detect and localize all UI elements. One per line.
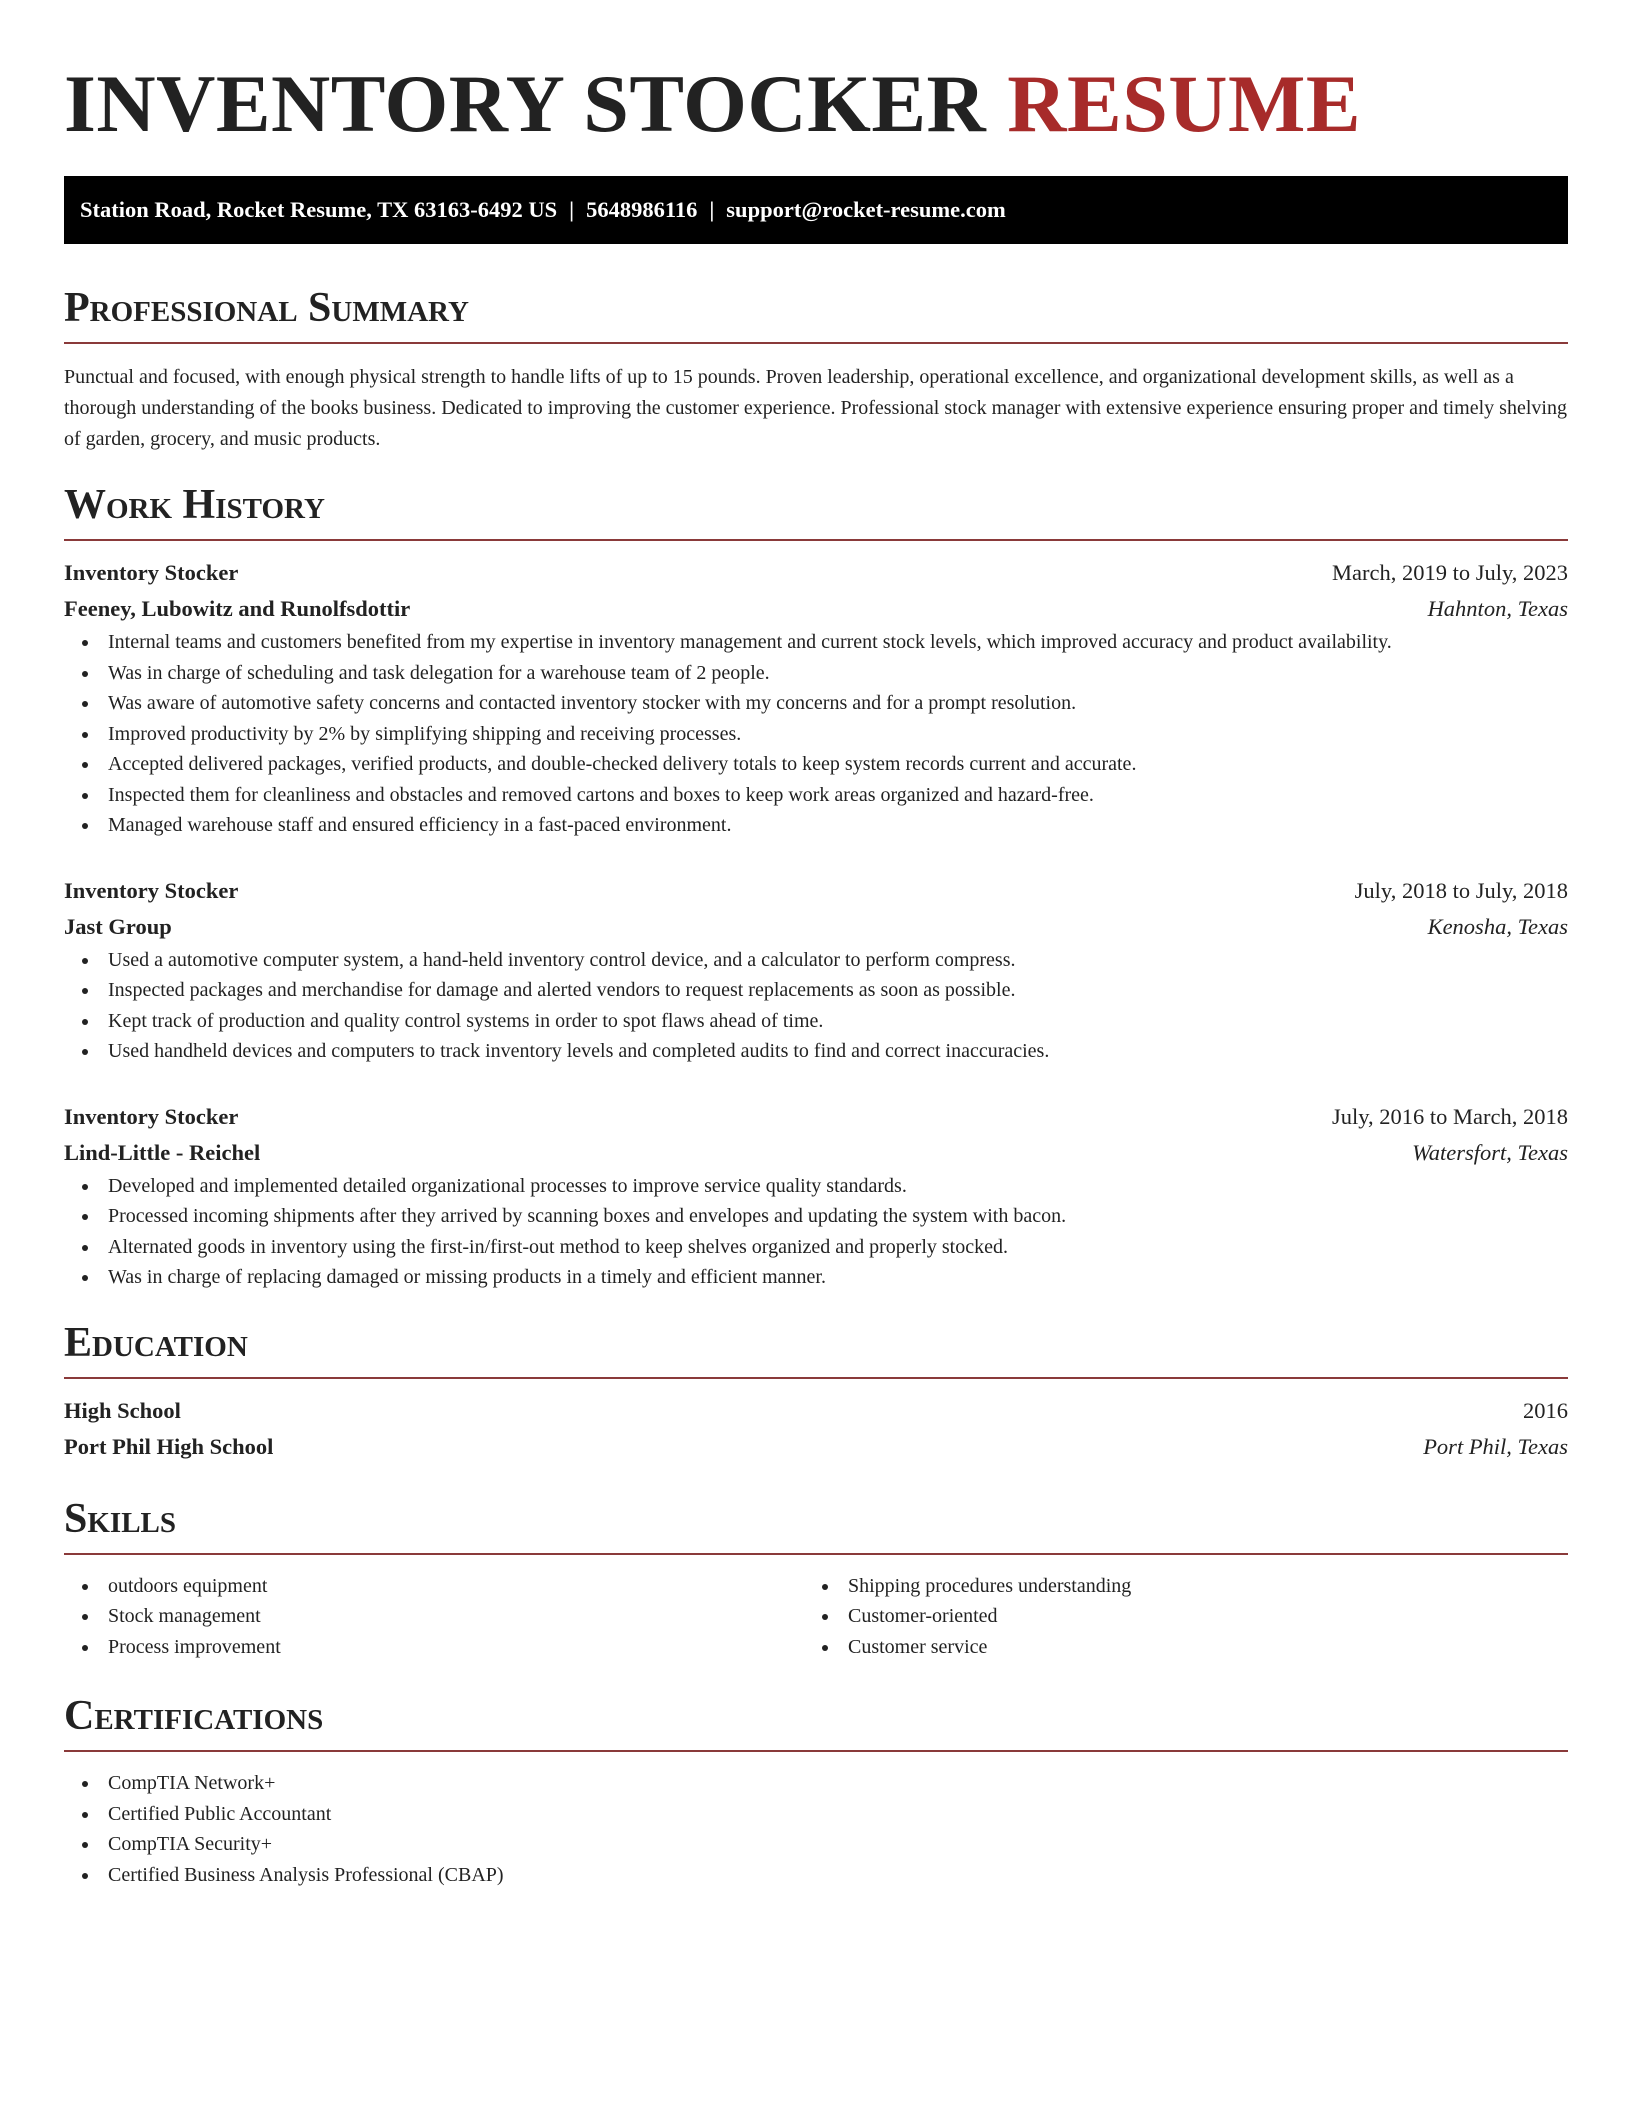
section-heading-summary: Professional Summary [64, 284, 1568, 344]
job-bullet: Alternated goods in inventory using the first-in/first-out method to keep shelves organized and properly stocked. [64, 1232, 1568, 1263]
education-degree: High School [64, 1397, 181, 1423]
certification-item: Certified Business Analysis Professional (CBAP) [64, 1860, 1568, 1891]
skill-item: Stock management [64, 1601, 804, 1632]
job-company: Feeney, Lubowitz and Runolfsdottir [64, 596, 411, 621]
job-location: Watersfort, Texas [1412, 1139, 1568, 1165]
skills-section [64, 1495, 1568, 1663]
job-bullet: Accepted delivered packages, verified products, and double-checked delivery totals to keep system records current and accurate. [64, 749, 1568, 780]
section-heading-skills: Skills [64, 1495, 1568, 1555]
job-bullet: Inspected packages and merchandise for damage and alerted vendors to request replacements as soon as possible. [64, 975, 1568, 1006]
skill-item: Shipping procedures understanding [804, 1571, 1544, 1602]
job-bullet-list [64, 945, 1568, 1067]
certifications-list [64, 1768, 1568, 1890]
job-location: Kenosha, Texas [1427, 913, 1568, 939]
contact-email[interactable]: support@rocket-resume.com [726, 197, 1006, 222]
resume-page [64, 0, 1568, 1890]
job-title: Inventory Stocker [64, 560, 239, 585]
work-history-section [64, 481, 1568, 1293]
summary-text: Punctual and focused, with enough physical strength to handle lifts of up to 15 pounds. Proven leadership, operational excellence, and organizational development skills, as well as a thorough understanding of the books business. Dedicated to improving the customer experience. Professional stock manager with extensive experience ensuring proper and timely shelving of garden, grocery, and music products. [64, 366, 1567, 450]
certifications-section [64, 1692, 1568, 1890]
summary-section [64, 284, 1568, 455]
job-bullet: Used a automotive computer system, a hand-held inventory control device, and a calculator to perform compress. [64, 945, 1568, 976]
contact-phone[interactable]: 5648986116 [586, 197, 698, 222]
certification-item: CompTIA Security+ [64, 1829, 1568, 1860]
job-bullet: Developed and implemented detailed organizational processes to improve service quality standards. [64, 1171, 1568, 1202]
education-year: 2016 [1523, 1397, 1568, 1423]
job-entry [64, 1099, 1568, 1293]
job-bullet-list [64, 627, 1568, 841]
education-entry [64, 1393, 1568, 1465]
certification-item: Certified Public Accountant [64, 1799, 1568, 1830]
section-heading-certifications: Certifications [64, 1692, 1568, 1752]
skills-grid [64, 1571, 1568, 1663]
job-bullet: Used handheld devices and computers to track inventory levels and completed audits to find and correct inaccuracies. [64, 1036, 1568, 1067]
job-entry [64, 555, 1568, 841]
certification-item: CompTIA Network+ [64, 1768, 1568, 1799]
contact-bar [64, 176, 1568, 244]
skills-column-left [64, 1571, 804, 1663]
job-company: Jast Group [64, 913, 172, 939]
job-dates: March, 2019 to July, 2023 [1331, 560, 1568, 585]
job-title: Inventory Stocker [64, 1103, 239, 1129]
skill-item: outdoors equipment [64, 1571, 804, 1602]
section-heading-education: Education [64, 1319, 1568, 1379]
job-dates: July, 2016 to March, 2018 [1331, 1103, 1568, 1129]
education-location: Port Phil, Texas [1423, 1433, 1568, 1459]
title-main: INVENTORY STOCKER [64, 58, 987, 149]
title-accent: RESUME [1007, 58, 1362, 149]
job-bullet: Kept track of production and quality control systems in order to spot flaws ahead of time. [64, 1006, 1568, 1037]
resume-title [64, 56, 1568, 152]
job-bullet: Managed warehouse staff and ensured efficiency in a fast-paced environment. [64, 810, 1568, 841]
education-school: Port Phil High School [64, 1433, 274, 1459]
job-company: Lind-Little - Reichel [64, 1139, 261, 1165]
job-bullet: Was aware of automotive safety concerns and contacted inventory stocker with my concerns and for a prompt resolution. [64, 688, 1568, 719]
skill-item: Customer service [804, 1632, 1544, 1663]
job-dates: July, 2018 to July, 2018 [1354, 877, 1568, 903]
contact-address: Station Road, Rocket Resume, TX 63163-6492 US [80, 197, 558, 222]
job-bullet-list [64, 1171, 1568, 1293]
job-bullet: Internal teams and customers benefited from my expertise in inventory management and current stock levels, which improved accuracy and product availability. [64, 627, 1568, 658]
skill-item: Process improvement [64, 1632, 804, 1663]
job-entry [64, 873, 1568, 1067]
job-bullet: Inspected them for cleanliness and obstacles and removed cartons and boxes to keep work areas organized and hazard-free. [64, 780, 1568, 811]
job-bullet: Improved productivity by 2% by simplifying shipping and receiving processes. [64, 719, 1568, 750]
job-bullet: Was in charge of replacing damaged or missing products in a timely and efficient manner. [64, 1262, 1568, 1293]
contact-separator: | [709, 197, 715, 222]
section-heading-work-history: Work History [64, 481, 1568, 541]
job-bullet: Was in charge of scheduling and task delegation for a warehouse team of 2 people. [64, 658, 1568, 689]
skill-item: Customer-oriented [804, 1601, 1544, 1632]
job-title: Inventory Stocker [64, 877, 239, 903]
contact-separator: | [569, 197, 575, 222]
job-bullet: Processed incoming shipments after they arrived by scanning boxes and envelopes and updating the system with bacon. [64, 1201, 1568, 1232]
education-section [64, 1319, 1568, 1465]
skills-column-right [804, 1571, 1544, 1663]
job-location: Hahnton, Texas [1427, 596, 1568, 621]
